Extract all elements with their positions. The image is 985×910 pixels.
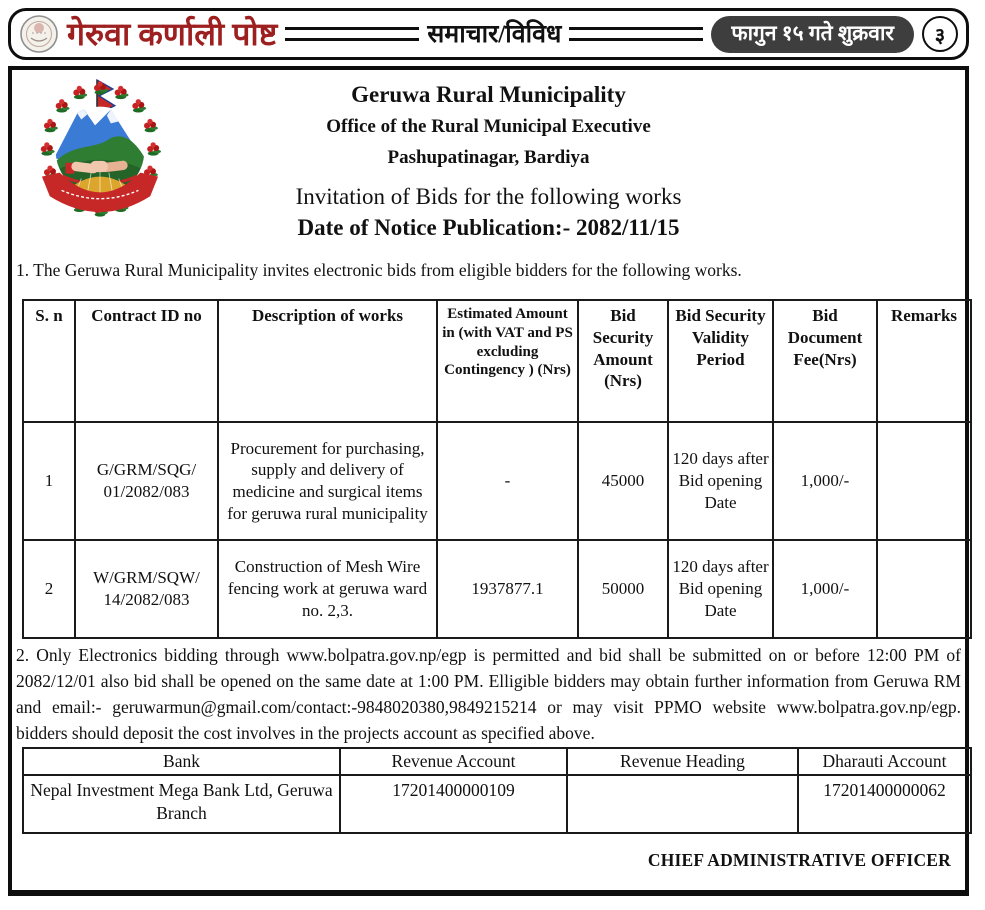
cell-sn: 1 — [23, 422, 75, 540]
bids-header-row — [23, 300, 971, 422]
column-header-revenue-account: Revenue Account — [340, 748, 567, 775]
cell-description: Construction of Mesh Wire fencing work at geruwa ward no. 2,3. — [218, 540, 437, 638]
notice-date: Date of Notice Publication:- 2082/11/15 — [297, 215, 680, 240]
bank-data-row — [23, 775, 971, 833]
section-title: समाचार/विविध — [427, 20, 562, 48]
page-number-badge: ३ — [922, 16, 958, 52]
column-header-bank: Bank — [23, 748, 340, 775]
cell-revenue-heading — [567, 775, 798, 833]
masthead-divider-rule — [569, 27, 703, 41]
cell-bid-security-validity: 120 days after Bid opening Date — [668, 422, 773, 540]
cell-bid-security-validity: 120 days after Bid opening Date — [668, 540, 773, 638]
signature-line: CHIEF ADMINISTRATIVE OFFICER — [647, 850, 951, 870]
bids-row-1 — [23, 422, 971, 540]
cell-remarks — [877, 422, 971, 540]
cell-sn: 2 — [23, 540, 75, 638]
cell-description: Procurement for purchasing, supply and delivery of medicine and surgical items for geruwa rural municipality — [218, 422, 437, 540]
cell-contract-id: W/GRM/SQW/ 14/2082/083 — [75, 540, 218, 638]
cell-estimated-amount: - — [437, 422, 578, 540]
cell-estimated-amount: 1937877.1 — [437, 540, 578, 638]
newspaper-title: गेरुवा कर्णाली पोष्ट — [67, 16, 278, 52]
column-header-bid-security-validity: Bid Security Validity Period — [668, 300, 773, 422]
column-header-contract-id: Contract ID no — [75, 300, 218, 422]
column-header-dharauti-account: Dharauti Account — [798, 748, 971, 775]
cell-contract-id: G/GRM/SQG/ 01/2082/083 — [75, 422, 218, 540]
cell-bid-document-fee: 1,000/- — [773, 422, 877, 540]
bids-row-2 — [23, 540, 971, 638]
column-header-bid-document-fee: Bid Document Fee(Nrs) — [773, 300, 877, 422]
office-subtitle: Office of the Rural Municipal Executive — [326, 116, 651, 137]
cell-bid-document-fee: 1,000/- — [773, 540, 877, 638]
column-header-estimated-amount: Estimated Amount in (with VAT and PS excluding Contingency ) (Nrs) — [437, 300, 578, 422]
newspaper-logo-icon — [19, 14, 59, 54]
cell-revenue-account: 17201400000109 — [340, 775, 567, 833]
cell-remarks — [877, 540, 971, 638]
terms-paragraph: 2. Only Electronics bidding through www.bolpatra.gov.np/egp is permitted and bid shall be submitted on or before 12:00 PM of 2082/12/01 also bid shall be opened on the same date at 1:00 PM. Elligible bidders may obtain further information from Geruwa RM and email:- geruwarmun@gmail.com/contact:-9848020380,9849215214 or may visit PPMO website www.bolpatra.gov.np/egp. bidders should deposit the cost involves in the projects account as specified above. — [16, 645, 961, 743]
intro-paragraph: 1. The Geruwa Rural Municipality invites electronic bids from eligible bidders for the following works. — [16, 260, 742, 280]
address-line: Pashupatinagar, Bardiya — [387, 147, 590, 168]
column-header-bid-security-amount: Bid Security Amount (Nrs) — [578, 300, 668, 422]
date-badge: फागुन १५ गते शुक्रवार — [711, 16, 914, 53]
masthead-divider-rule — [285, 27, 419, 41]
cell-bid-security-amount: 50000 — [578, 540, 668, 638]
column-header-revenue-heading: Revenue Heading — [567, 748, 798, 775]
cell-dharauti-account: 17201400000062 — [798, 775, 971, 833]
bid-notice — [8, 66, 969, 896]
column-header-sn: S. n — [23, 300, 75, 422]
cell-bank-name: Nepal Investment Mega Bank Ltd, Geruwa Branch — [23, 775, 340, 833]
masthead — [8, 8, 969, 60]
invitation-title: Invitation of Bids for the following works — [295, 184, 682, 209]
bank-header-row — [23, 748, 971, 775]
column-header-description: Description of works — [218, 300, 437, 422]
cell-bid-security-amount: 45000 — [578, 422, 668, 540]
bids-table — [22, 299, 972, 639]
municipality-title: Geruwa Rural Municipality — [351, 82, 626, 107]
column-header-remarks: Remarks — [877, 300, 971, 422]
notice-header — [12, 82, 965, 241]
bank-table — [22, 747, 972, 834]
